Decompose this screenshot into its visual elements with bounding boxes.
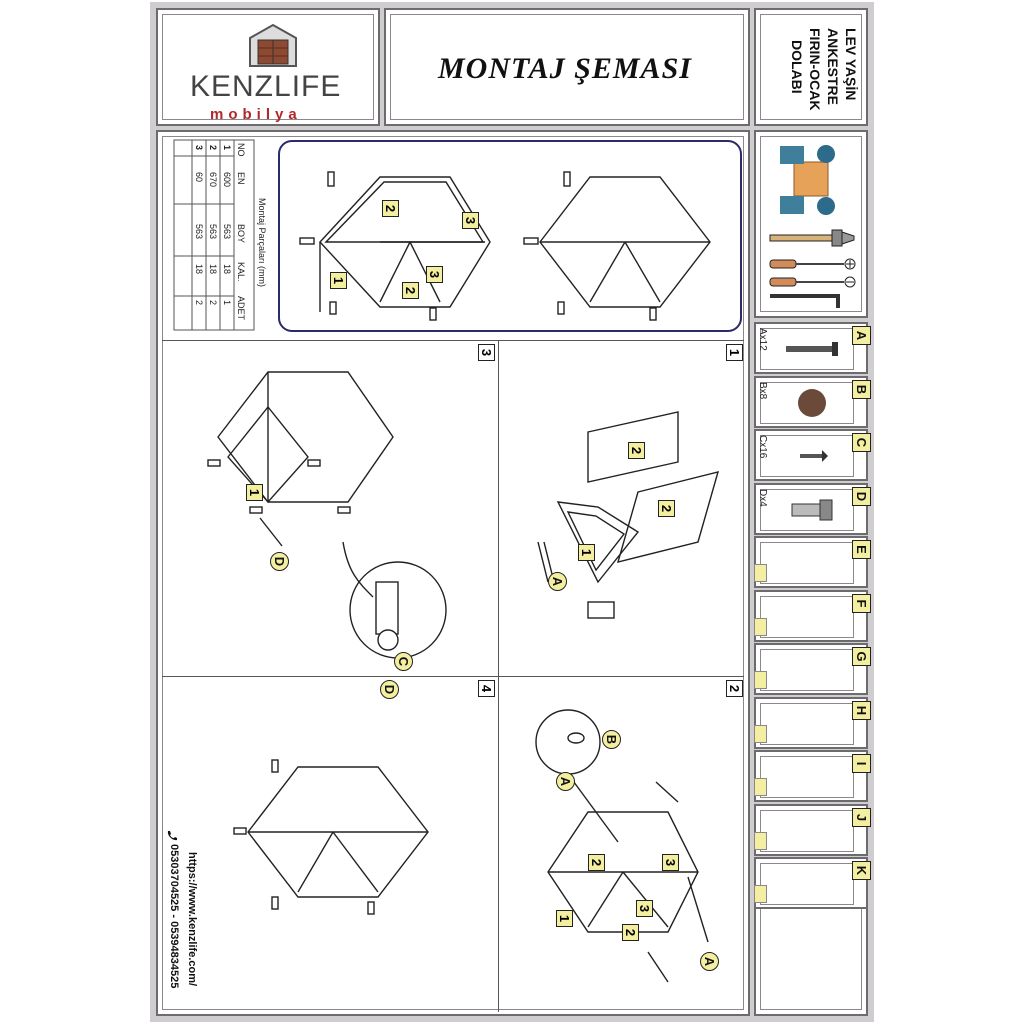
- row1-boy: 563: [222, 224, 232, 240]
- product-line-2: ANKESTRE: [825, 28, 841, 106]
- hardware-letter-g: G: [852, 647, 871, 666]
- main-area: [156, 130, 750, 1016]
- hardware-qty-c: Cx16: [757, 435, 768, 459]
- step-number-4: 4: [478, 680, 495, 697]
- hardware-tab-i: [754, 778, 767, 796]
- step1-label-1: 1: [578, 544, 595, 561]
- hardware-tab-e: [754, 564, 767, 582]
- hardware-tab-k: [754, 885, 767, 903]
- step-grid-top: [162, 340, 744, 341]
- step3-label-D: D: [270, 552, 289, 571]
- hardware-row-d: [754, 483, 868, 535]
- logo-box: [156, 8, 380, 126]
- website-text: https://www.kenzlife.com/: [186, 852, 198, 987]
- hardware-qty-d: Dx4: [757, 488, 768, 507]
- allen-key-icon: [768, 292, 858, 310]
- logo-icon: [246, 22, 300, 68]
- step-number-2: 2: [726, 680, 743, 697]
- step2-label-B: B: [602, 730, 621, 749]
- step1-label-2b: 2: [658, 500, 675, 517]
- row3-en: 60: [194, 172, 204, 183]
- step3-label-1: 1: [246, 484, 263, 501]
- assembly-sheet: [150, 2, 874, 1022]
- screwdriver-flat-icon: [768, 274, 858, 290]
- row3-no: 3: [194, 145, 204, 151]
- workers-icon: [774, 140, 854, 220]
- overview-panel: [278, 140, 742, 332]
- step2-label-3b: 3: [636, 900, 653, 917]
- hammer-icon: [768, 228, 858, 248]
- step2-label-2a: 2: [588, 854, 605, 871]
- overview-label-3b: 3: [426, 266, 443, 283]
- phone-icon: [166, 830, 178, 842]
- phone-text: 05303704525 - 05394834525: [168, 844, 180, 989]
- col-header-kal: KAL.: [236, 262, 246, 282]
- hardware-row-g: [754, 643, 868, 695]
- step3-label-C: C: [394, 652, 413, 671]
- hardware-row-j: [754, 804, 868, 856]
- title-box: [384, 8, 750, 126]
- row1-adet: 1: [222, 300, 232, 306]
- hardware-letter-k: K: [852, 861, 871, 880]
- col-header-boy: BOY: [236, 224, 246, 244]
- hardware-letter-b: B: [852, 380, 871, 399]
- brand-name: KENZLIFE: [190, 70, 342, 103]
- step3-drawing: [198, 362, 478, 662]
- hardware-row-f: [754, 590, 868, 642]
- small-screw-icon: [782, 441, 842, 471]
- step-number-1: 1: [726, 344, 743, 361]
- step1-drawing: [528, 392, 728, 632]
- cap-icon: [782, 388, 842, 418]
- hardware-row-e: [754, 536, 868, 588]
- step2-drawing: [528, 702, 728, 1002]
- hardware-row-c: [754, 429, 868, 481]
- row3-adet: 2: [194, 300, 204, 306]
- step-number-3: 3: [478, 344, 495, 361]
- hardware-tab-f: [754, 618, 767, 636]
- hardware-letter-d: D: [852, 487, 871, 506]
- hardware-tab-g: [754, 671, 767, 689]
- hardware-tab-h: [754, 725, 767, 743]
- product-line-3: FIRIN-OCAK: [807, 28, 823, 111]
- parts-table-caption: Montaj Parçaları (mm): [257, 198, 267, 288]
- row1-en: 600: [222, 172, 232, 188]
- step-grid-h: [162, 676, 744, 677]
- hardware-row-b: [754, 376, 868, 428]
- overview-label-3a: 3: [462, 212, 479, 229]
- step3-label-D2: D: [380, 680, 399, 699]
- row3-boy: 563: [194, 224, 204, 240]
- step1-label-2a: 2: [628, 442, 645, 459]
- hardware-row-a: [754, 322, 868, 374]
- hardware-letter-e: E: [852, 540, 871, 559]
- hardware-letter-h: H: [852, 701, 871, 720]
- hardware-letter-j: J: [852, 808, 871, 827]
- page-title: MONTAJ ŞEMASI: [438, 52, 692, 85]
- hardware-row-h: [754, 697, 868, 749]
- row2-boy: 563: [208, 224, 218, 240]
- notes-box: [754, 900, 868, 1016]
- col-header-en: EN: [236, 172, 246, 185]
- row2-en: 670: [208, 172, 218, 188]
- hardware-letter-i: I: [852, 754, 871, 773]
- product-box: [754, 8, 868, 126]
- product-line-1: LEV YAŞİN: [843, 28, 859, 101]
- long-screw-icon: [782, 334, 842, 364]
- row2-kal: 18: [208, 264, 218, 275]
- hardware-letter-a: A: [852, 326, 871, 345]
- hardware-tab-j: [754, 832, 767, 850]
- step2-label-3a: 3: [662, 854, 679, 871]
- col-header-no: NO: [236, 143, 246, 157]
- hardware-qty-b: Bx8: [757, 381, 768, 399]
- row2-adet: 2: [208, 300, 218, 306]
- product-line-4: DOLABI: [789, 40, 805, 94]
- hardware-qty-a: Ax12: [757, 328, 768, 351]
- step2-label-1: 1: [556, 910, 573, 927]
- step1-label-A: A: [548, 572, 567, 591]
- overview-label-2b: 2: [402, 282, 419, 299]
- hardware-row-i: [754, 750, 868, 802]
- overview-label-1: 1: [330, 272, 347, 289]
- step2-label-2b: 2: [622, 924, 639, 941]
- exploded-cabinet-drawing: [280, 142, 744, 334]
- brand-subtitle: mobilya: [210, 106, 302, 123]
- overview-label-2a: 2: [382, 200, 399, 217]
- row2-no: 2: [208, 145, 218, 151]
- row1-no: 1: [222, 145, 232, 151]
- hardware-row-k: [754, 857, 868, 909]
- row3-kal: 18: [194, 264, 204, 275]
- hardware-letter-c: C: [852, 433, 871, 452]
- hardware-letter-f: F: [852, 594, 871, 613]
- screwdriver-icon: [768, 256, 858, 272]
- leg-foot-icon: [782, 495, 842, 525]
- col-header-adet: ADET: [236, 296, 246, 321]
- step2-label-A: A: [700, 952, 719, 971]
- tools-box: [754, 130, 868, 318]
- row1-kal: 18: [222, 264, 232, 275]
- step4-drawing: [228, 752, 478, 982]
- step2-label-A2: A: [556, 772, 575, 791]
